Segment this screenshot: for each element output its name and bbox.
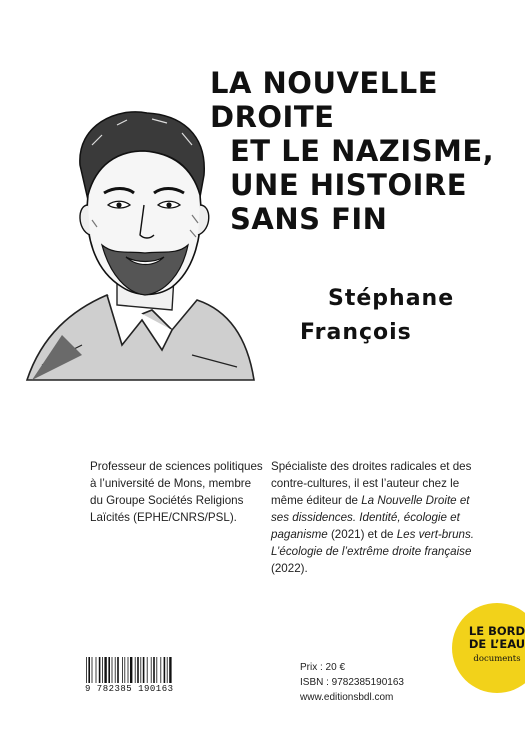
barcode-bar <box>92 657 93 683</box>
barcode-bars <box>85 657 175 683</box>
barcode-digits: 9 782385 190163 <box>85 684 174 694</box>
barcode-bar <box>124 657 125 683</box>
barcode-bar <box>102 657 103 683</box>
barcode-bar <box>140 657 141 683</box>
barcode-bar <box>153 657 155 683</box>
barcode-bar <box>86 657 87 683</box>
barcode-bar <box>156 657 157 683</box>
bio-right-book-2: Les vert-bruns. L’écologie de l’extrême droite française <box>271 528 475 558</box>
barcode-bar <box>112 657 113 683</box>
author-name <box>300 282 454 350</box>
barcode-bar <box>130 657 132 683</box>
barcode-bar <box>122 657 123 683</box>
barcode-bar <box>117 657 119 683</box>
barcode-bar <box>115 657 116 683</box>
barcode-bar <box>135 657 136 683</box>
bio-right-book-1: La Nouvelle Droite et ses dissidences. Identité, écologie et paganisme <box>271 494 470 541</box>
website-link[interactable]: www.editionsbdl.com <box>300 692 394 703</box>
price-line: Prix : 20 € <box>300 662 346 673</box>
barcode-bar <box>128 657 129 683</box>
author-last-name: François <box>300 320 412 345</box>
title-line-4: UNE HISTOIRE <box>230 168 468 202</box>
bio-right-text-3: (2022). <box>271 562 308 575</box>
publisher-logo <box>452 603 525 693</box>
bio-right-text-1: Spécialiste des droites radicales et des contre-cultures, il est l’auteur chez le même éditeur de <box>271 460 472 507</box>
publisher-collection: documents <box>473 654 521 664</box>
publisher-name <box>452 625 525 651</box>
author-first-name: Stéphane <box>328 286 455 311</box>
author-bio-left: Professeur de sciences politiques à l’université de Mons, membre du Groupe Sociétés Religions Laïcités (EPHE/CNRS/PSL). <box>90 460 263 524</box>
barcode-bar <box>104 657 106 683</box>
barcode-bar <box>169 657 171 683</box>
barcode-bar <box>96 657 97 683</box>
bio-right-text-2: (2021) et de <box>327 528 397 541</box>
barcode-bar <box>99 657 101 683</box>
publisher-name-line-1: LE BORD <box>468 624 525 638</box>
title-line-2: DROITE <box>210 100 335 134</box>
isbn-line: ISBN : 9782385190163 <box>300 677 404 688</box>
barcode-bar <box>160 657 161 683</box>
barcode-bar <box>137 657 139 683</box>
barcode-bar <box>147 657 148 683</box>
author-bio-right <box>271 458 486 577</box>
barcode <box>85 657 175 694</box>
barcode-bar <box>143 657 145 683</box>
publisher-name-line-2: DE L’EAU <box>468 637 525 651</box>
title-line-5: SANS FIN <box>230 202 388 236</box>
barcode-bar <box>167 657 168 683</box>
barcode-bar <box>108 657 110 683</box>
barcode-bar <box>88 657 90 683</box>
price-info <box>300 660 404 705</box>
title-line-1: LA NOUVELLE <box>210 66 439 100</box>
title-line-3: ET LE NAZISME, <box>230 134 495 168</box>
author-portrait-illustration <box>22 105 257 385</box>
barcode-bar <box>164 657 166 683</box>
barcode-bar <box>151 657 152 683</box>
